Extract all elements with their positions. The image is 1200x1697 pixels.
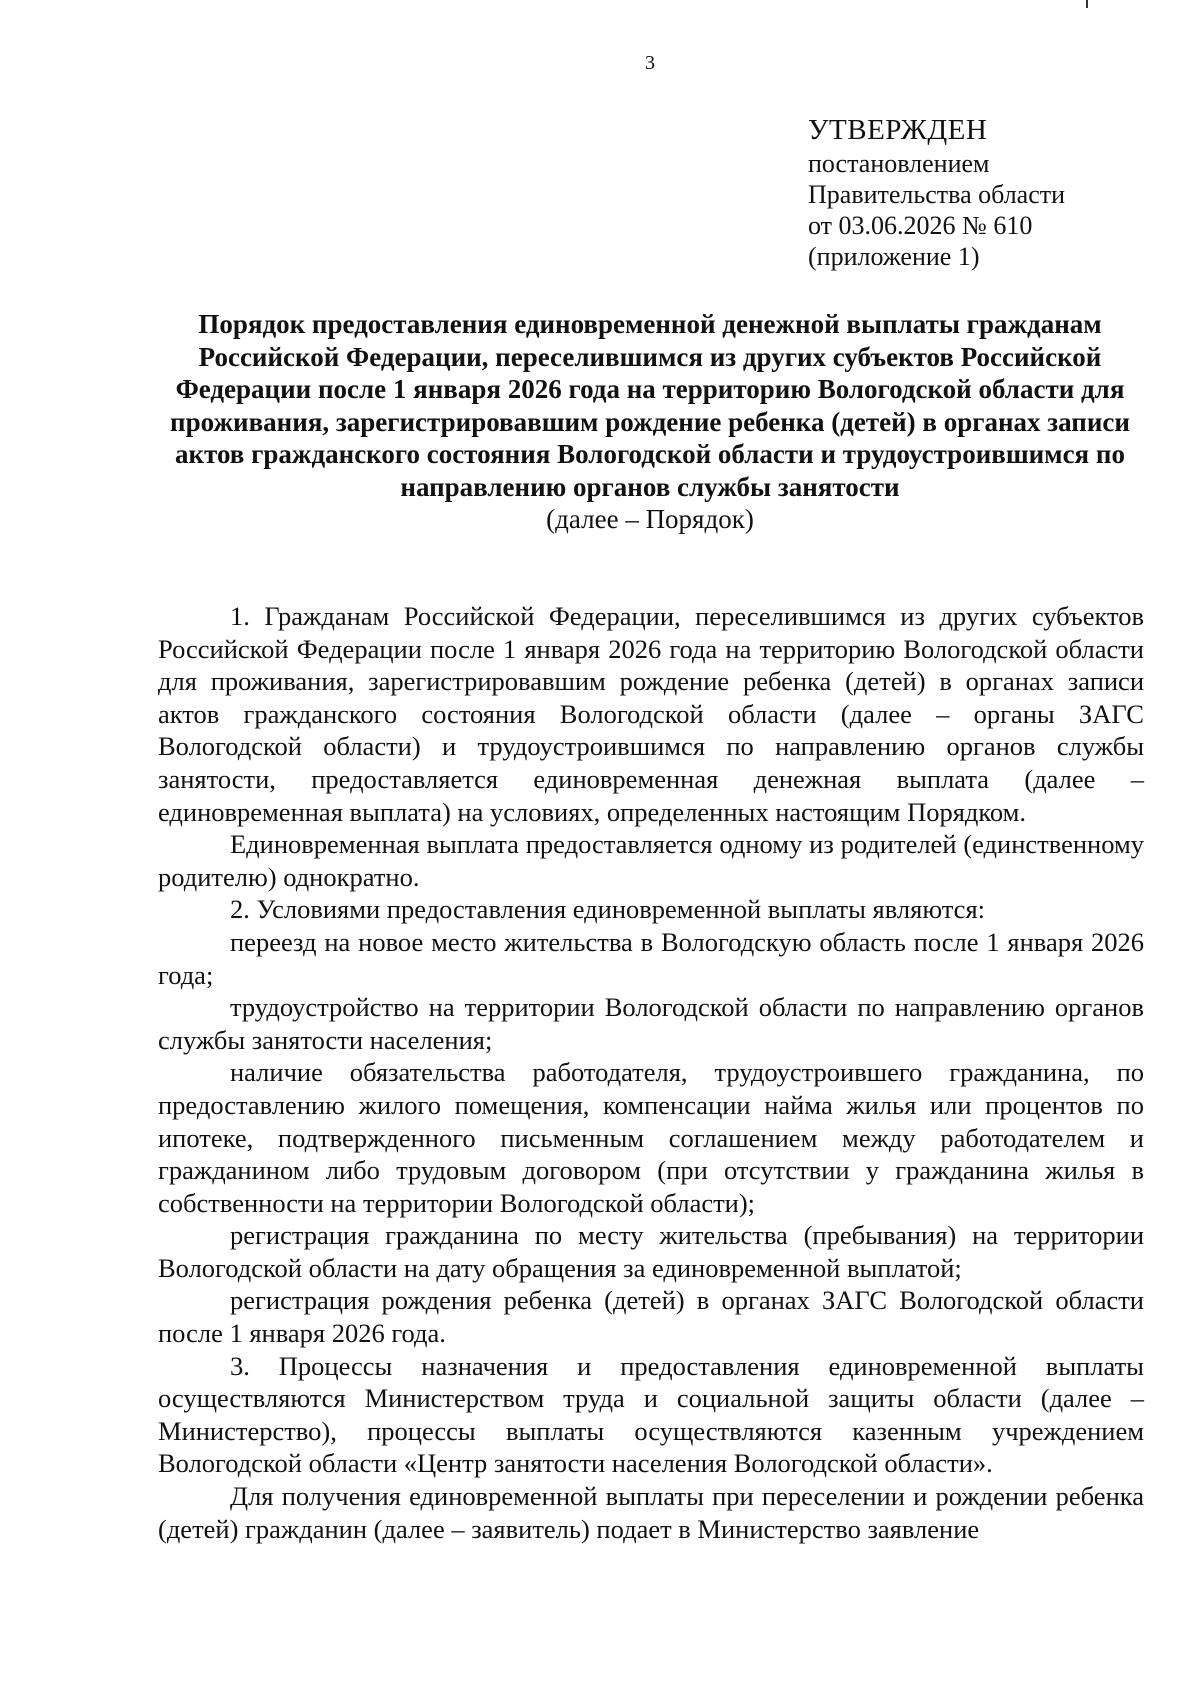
- paragraph: Единовременная выплата предоставляется одному из родителей (единственному родителю) однократно.: [158, 829, 1144, 892]
- approval-heading: УТВЕРЖДЕН: [808, 114, 988, 146]
- paragraph: 2. Условиями предоставления единовременной выплаты являются:: [230, 894, 985, 925]
- document-body: [158, 600, 1144, 1545]
- scan-mark: [1086, 0, 1088, 8]
- page-number: 3: [645, 52, 655, 74]
- title-main: Порядок предоставления единовременной денежной выплаты гражданам Российской Федерации, переселившимся из других субъектов Российской Федерации после 1 января 2026 года на территорию Вологодской области для проживания, зарегистрировавшим рождение ребенка (детей) в органах записи актов гражданского состояния Вологодской области и трудоустроившимся по направлению органов службы занятости: [170, 309, 1130, 502]
- paragraph: трудоустройство на территории Вологодской области по направлению органов службы занятости населения;: [158, 992, 1144, 1055]
- paragraph: регистрация гражданина по месту жительства (пребывания) на территории Вологодской области на дату обращения за единовременной выплатой;: [158, 1220, 1144, 1283]
- approval-line: (приложение 1): [808, 242, 980, 271]
- title-note: (далее – Порядок): [546, 504, 754, 534]
- approval-line: постановлением: [808, 149, 990, 178]
- approval-line: Правительства области: [808, 180, 1066, 209]
- paragraph: переезд на новое место жительства в Вологодскую область после 1 января 2026 года;: [158, 926, 1144, 990]
- approval-stamp-block: [808, 112, 1065, 272]
- approval-line: от 03.06.2026 № 610: [808, 211, 1033, 240]
- paragraph: 3. Процессы назначения и предоставления единовременной выплаты осуществляются Министерством труда и социальной защиты области (далее – Министерство), процессы выплаты осуществляются казенным учреждением Вологодской области «Центр занятости населения Вологодской области».: [158, 1350, 1144, 1479]
- paragraph: наличие обязательства работодателя, трудоустроившего гражданина, по предоставлению жилого помещения, компенсации найма жилья или процентов по ипотеке, подтвержденного письменным соглашением между работодателем и гражданином либо трудовым договором (при отсутствии у гражданина жилья в собственности на территории Вологодской области);: [158, 1057, 1144, 1218]
- paragraph: Для получения единовременной выплаты при переселении и рождении ребенка (детей) гражданин (далее – заявитель) подает в Министерство заявление: [158, 1481, 1144, 1544]
- paragraph: 1. Гражданам Российской Федерации, переселившимся из других субъектов Российской Федерации после 1 января 2026 года на территорию Вологодской области для проживания, зарегистрировавшим рождение ребенка (детей) в органах записи актов гражданского состояния Вологодской области (далее – органы ЗАГС Вологодской области) и трудоустроившимся по направлению органов службы занятости, предоставляется единовременная денежная выплата (далее – единовременная выплата) на условиях, определенных настоящим Порядком.: [158, 601, 1144, 827]
- paragraph: регистрация рождения ребенка (детей) в органах ЗАГС Вологодской области после 1 января 2026 года.: [158, 1285, 1144, 1349]
- document-title: [150, 308, 1150, 536]
